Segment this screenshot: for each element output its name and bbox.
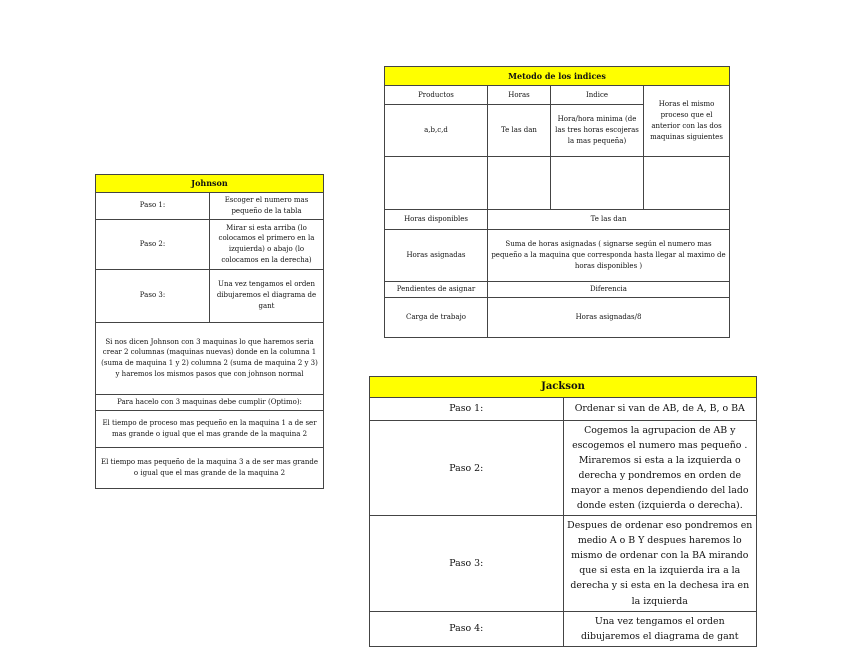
header-horas-mismo-proceso: Horas el mismo proceso que el anterior con las dos maquinas siguientes — [644, 86, 730, 157]
johnson-step-3-label: Paso 3: — [96, 269, 210, 322]
jackson-step-2-label: Paso 2: — [370, 421, 564, 516]
horas-disponibles-value: Te las dan — [488, 210, 730, 230]
jackson-step-2-text: Cogemos la agrupacion de AB y escogemos el numero mas pequeño . Miraremos si esta a la izquierda o derecha y pondremos en orden de mayor a menos dependiendo del lado donde esten (izquierda o derecha). — [563, 421, 757, 516]
johnson-note: Si nos dicen Johnson con 3 maquinas lo que haremos seria crear 2 columnas (maquinas nuevas) donde en la columna 1 (suma de maquina 1 y 2) columna 2 (suma de maquina 2 y 3) y haremos los mismos pasos que con johnson normal — [96, 322, 324, 394]
carga-trabajo-value: Horas asignadas/8 — [488, 297, 730, 337]
pendientes-value: Diferencia — [488, 282, 730, 298]
jackson-title: Jackson — [370, 377, 757, 398]
jackson-table — [369, 376, 757, 647]
johnson-optimo-header: Para hacelo con 3 maquinas debe cumplir (Optimo): — [96, 394, 324, 410]
horas-asignadas-label: Horas asignadas — [385, 230, 488, 282]
empty-cell — [488, 157, 551, 210]
johnson-step-3-text: Una vez tengamos el orden dibujaremos el diagrama de gant — [210, 269, 324, 322]
johnson-condition-1: El tiempo de proceso mas pequeño en la maquina 1 a de ser mas grande o igual que el mas grande de la maquina 2 — [96, 410, 324, 447]
johnson-condition-2: El tiempo mas pequeño de la maquina 3 a de ser mas grande o igual que el mas grande de la maquina 2 — [96, 447, 324, 488]
empty-cell — [385, 157, 488, 210]
johnson-step-2-label: Paso 2: — [96, 219, 210, 269]
johnson-step-2-text: Mirar si esta arriba (lo colocamos el primero en la izquierda) o abajo (lo colocamos en la derecha) — [210, 219, 324, 269]
header-indice: Indice — [551, 86, 644, 105]
jackson-step-3-text: Despues de ordenar eso pondremos en medio A o B Y despues haremos lo mismo de ordenar con la BA mirando que si esta en la izquierda ira a la derecha y si esta en la dechesa ira en la izquierda — [563, 516, 757, 611]
empty-cell — [644, 157, 730, 210]
empty-cell — [551, 157, 644, 210]
indices-table — [384, 66, 730, 338]
johnson-step-1-label: Paso 1: — [96, 193, 210, 220]
cell-horas: Te las dan — [488, 105, 551, 157]
jackson-step-4-label: Paso 4: — [370, 611, 564, 646]
jackson-step-1-text: Ordenar si van de AB, de A, B, o BA — [563, 398, 757, 421]
header-horas: Horas — [488, 86, 551, 105]
pendientes-label: Pendientes de asignar — [385, 282, 488, 298]
horas-disponibles-label: Horas disponibles — [385, 210, 488, 230]
jackson-step-1-label: Paso 1: — [370, 398, 564, 421]
jackson-step-4-text: Una vez tengamos el orden dibujaremos el diagrama de gant — [563, 611, 757, 646]
indices-title: Metodo de los indices — [385, 67, 730, 86]
horas-asignadas-value: Suma de horas asignadas ( signarse según el numero mas pequeño a la maquina que corresponda hasta llegar al maximo de horas disponibles ) — [488, 230, 730, 282]
johnson-title: Johnson — [96, 175, 324, 193]
header-productos: Productos — [385, 86, 488, 105]
johnson-step-1-text: Escoger el numero mas pequeño de la tabla — [210, 193, 324, 220]
jackson-step-3-label: Paso 3: — [370, 516, 564, 611]
cell-indice: Hora/hora minima (de las tres horas escojeras la mas pequeña) — [551, 105, 644, 157]
johnson-table — [95, 174, 324, 489]
carga-trabajo-label: Carga de trabajo — [385, 297, 488, 337]
cell-productos: a,b,c,d — [385, 105, 488, 157]
